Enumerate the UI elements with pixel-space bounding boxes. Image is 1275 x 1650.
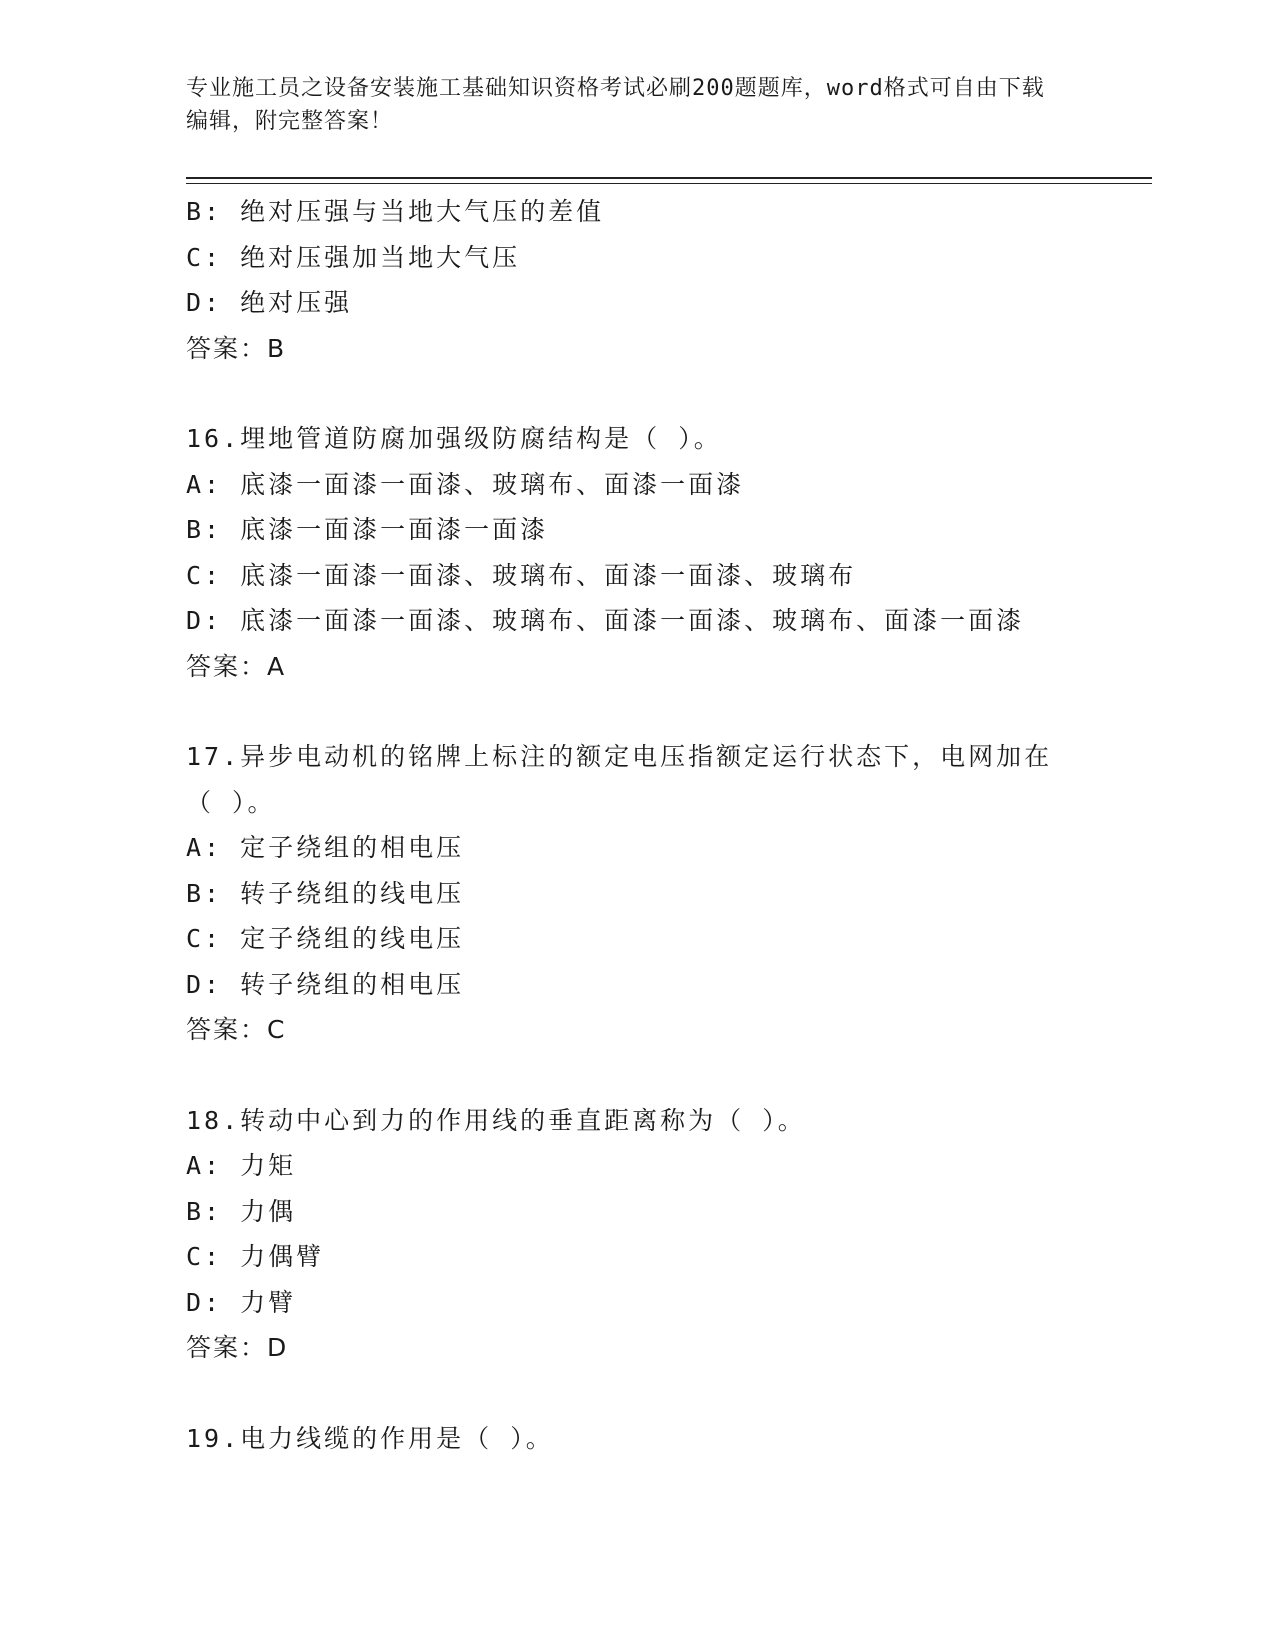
spacer <box>186 1053 1086 1098</box>
option-d: D: 力臂 <box>186 1287 297 1317</box>
question-stem: 17.异步电动机的铭牌上标注的额定电压指额定运行状态下，电网加在（ ）。 <box>186 742 1053 817</box>
question-15-continued <box>186 189 1086 371</box>
option-c: C: 力偶臂 <box>186 1242 325 1271</box>
option-c: C: 定子绕组的线电压 <box>186 924 465 953</box>
answer: 答案：A <box>186 651 287 681</box>
question-16 <box>186 416 1086 689</box>
answer: 答案：B <box>186 333 287 363</box>
option-d: D: 绝对压强 <box>186 288 353 317</box>
question-list <box>186 189 1086 1461</box>
spacer <box>186 371 1086 416</box>
question-17 <box>186 734 1086 1053</box>
header-rule-thin <box>186 183 1152 184</box>
spacer <box>186 689 1086 734</box>
option-b: B: 力偶 <box>186 1196 297 1226</box>
answer: 答案：C <box>186 1015 287 1044</box>
answer: 答案：D <box>186 1333 289 1362</box>
question-stem: 16.埋地管道防腐加强级防腐结构是（ ）。 <box>186 424 722 453</box>
option-c: C: 底漆一面漆一面漆、玻璃布、面漆一面漆、玻璃布 <box>186 560 857 590</box>
option-a: A: 力矩 <box>186 1151 297 1180</box>
option-b: B: 底漆一面漆一面漆一面漆 <box>186 515 549 544</box>
option-a: A: 定子绕组的相电压 <box>186 833 465 862</box>
question-19 <box>186 1416 1086 1462</box>
question-stem: 19.电力线缆的作用是（ ）。 <box>186 1423 554 1453</box>
option-d: D: 转子绕组的相电压 <box>186 969 465 999</box>
option-b: B: 转子绕组的线电压 <box>186 878 465 908</box>
option-d: D: 底漆一面漆一面漆、玻璃布、面漆一面漆、玻璃布、面漆一面漆 <box>186 606 1025 635</box>
option-c: C: 绝对压强加当地大气压 <box>186 242 521 272</box>
document-header: 专业施工员之设备安装施工基础知识资格考试必刷200题题库，word格式可自由下载编辑，附完整答案！ <box>186 76 1045 134</box>
option-b: B: 绝对压强与当地大气压的差值 <box>186 197 605 226</box>
question-stem: 18.转动中心到力的作用线的垂直距离称为（ ）。 <box>186 1105 806 1135</box>
option-a: A: 底漆一面漆一面漆、玻璃布、面漆一面漆 <box>186 469 745 499</box>
question-18 <box>186 1098 1086 1371</box>
spacer <box>186 1371 1086 1416</box>
header-rule-thick <box>186 177 1152 179</box>
